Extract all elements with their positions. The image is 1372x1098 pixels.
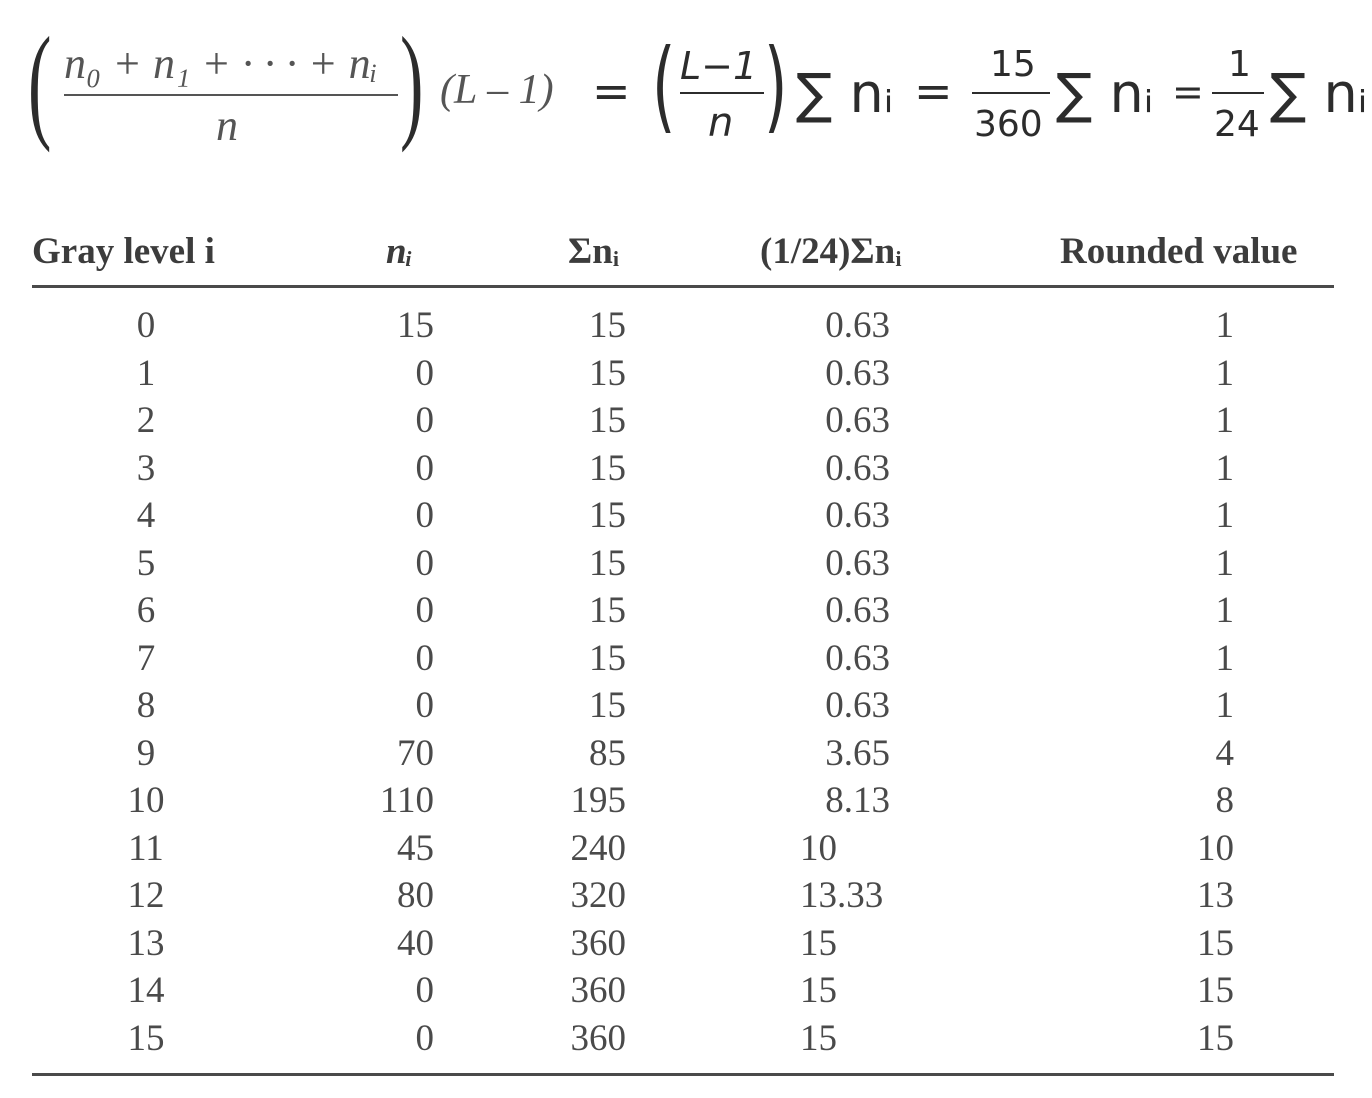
- table-row: [32, 635, 1334, 683]
- cell-rounded-value: 15: [1197, 922, 1234, 964]
- table-row: [32, 1015, 1334, 1063]
- lhs-denominator: n: [216, 101, 238, 150]
- cell-rounded-value: 8: [1215, 780, 1234, 821]
- cell-ni: 80: [397, 875, 434, 916]
- cell-sum-ni: 360: [570, 970, 626, 1011]
- cell-ni: 40: [397, 922, 434, 964]
- cell-gray-level: 5: [136, 542, 156, 584]
- mid-numerator: L−1: [680, 44, 758, 88]
- cell-ni: 0: [415, 590, 434, 631]
- cell-sum-ni: 360: [570, 922, 626, 964]
- histogram-equalization-table: [32, 222, 1334, 1059]
- equals-sign-1: =: [592, 64, 631, 118]
- cell-sum-ni: 240: [570, 827, 626, 869]
- cell-sum-ni: 15: [589, 352, 626, 394]
- table-row: [32, 397, 1334, 445]
- cell-rounded-value: 1: [1215, 590, 1234, 631]
- table-row: [32, 967, 1334, 1015]
- cell-sum-ni: 15: [589, 305, 626, 346]
- cell-scaled-sum: 15: [800, 1017, 837, 1059]
- cell-sum-ni: 15: [589, 685, 626, 726]
- table-row: [32, 682, 1334, 730]
- cell-sum-ni: 15: [589, 542, 626, 584]
- equalization-formula: [0, 0, 1372, 170]
- cell-sum-ni: 85: [589, 732, 626, 774]
- cell-ni: 0: [415, 352, 434, 394]
- cell-scaled-sum: 13.33: [800, 875, 884, 916]
- mid-right-paren: ): [764, 27, 788, 144]
- cell-rounded-value: 1: [1215, 400, 1234, 441]
- header-ni: nᵢ: [386, 231, 413, 272]
- header-rule: [32, 285, 1334, 288]
- table-header: [32, 222, 1334, 282]
- cell-gray-level: 14: [127, 970, 165, 1011]
- cell-gray-level: 13: [127, 922, 165, 964]
- cell-sum-ni: 320: [570, 875, 626, 916]
- table-row: [32, 445, 1334, 493]
- cell-gray-level: 1: [136, 352, 156, 394]
- cell-gray-level: 8: [136, 685, 156, 726]
- equals-sign-3: =: [1172, 70, 1204, 114]
- cell-rounded-value: 1: [1215, 542, 1234, 584]
- cell-scaled-sum: 0.63: [825, 685, 890, 726]
- cell-scaled-sum: 3.65: [825, 732, 890, 774]
- cell-gray-level: 0: [136, 305, 156, 346]
- cell-scaled-sum: 0.63: [825, 352, 890, 394]
- cell-rounded-value: 10: [1197, 827, 1234, 869]
- cell-gray-level: 11: [128, 827, 164, 869]
- cell-gray-level: 12: [127, 875, 165, 916]
- cell-sum-ni: 15: [589, 447, 626, 489]
- cell-sum-ni: 15: [589, 590, 626, 631]
- sum-term-1: ∑ nᵢ: [796, 62, 894, 125]
- cell-sum-ni: 15: [589, 637, 626, 679]
- frac2-bar: [972, 92, 1050, 94]
- bottom-rule: [32, 1073, 1334, 1076]
- table-row: [32, 777, 1334, 825]
- cell-gray-level: 3: [136, 447, 156, 489]
- table-row: [32, 920, 1334, 968]
- table-row: [32, 302, 1334, 350]
- frac2-denominator: 360: [974, 104, 1043, 145]
- cell-scaled-sum: 0.63: [825, 637, 890, 679]
- cell-rounded-value: 15: [1197, 1017, 1234, 1059]
- table-row: [32, 350, 1334, 398]
- cell-scaled-sum: 15: [800, 922, 837, 964]
- header-rounded-value: Rounded value: [1060, 231, 1298, 272]
- cell-sum-ni: 360: [570, 1017, 626, 1059]
- frac3-denominator: 24: [1214, 104, 1260, 145]
- table-row: [32, 872, 1334, 920]
- cell-rounded-value: 15: [1197, 970, 1234, 1011]
- table-body: [32, 302, 1334, 1062]
- cell-ni: 0: [415, 970, 434, 1011]
- cell-rounded-value: 1: [1215, 305, 1234, 346]
- cell-ni: 110: [379, 780, 434, 821]
- cell-sum-ni: 15: [589, 495, 626, 536]
- cell-rounded-value: 1: [1215, 352, 1234, 394]
- lhs-numerator: n₀ + n₁ + · · · + nᵢ: [64, 39, 378, 88]
- table-row: [32, 587, 1334, 635]
- cell-scaled-sum: 0.63: [825, 495, 890, 536]
- mid-fraction-bar: [680, 92, 764, 94]
- cell-scaled-sum: 0.63: [825, 447, 890, 489]
- table-row: [32, 825, 1334, 873]
- cell-rounded-value: 1: [1215, 495, 1234, 536]
- cell-ni: 0: [415, 637, 434, 679]
- cell-gray-level: 6: [136, 590, 156, 631]
- cell-rounded-value: 1: [1215, 685, 1234, 726]
- cell-ni: 15: [397, 305, 434, 346]
- cell-sum-ni: 15: [589, 400, 626, 441]
- mid-denominator: n: [708, 100, 734, 146]
- cell-ni: 70: [397, 732, 434, 774]
- cell-scaled-sum: 10: [800, 827, 837, 869]
- lhs-factor: (L – 1): [440, 67, 554, 113]
- cell-ni: 45: [397, 827, 434, 869]
- cell-scaled-sum: 0.63: [825, 305, 890, 346]
- table-row: [32, 540, 1334, 588]
- table-row: [32, 730, 1334, 778]
- cell-ni: 0: [415, 1017, 434, 1059]
- cell-scaled-sum: 0.63: [825, 542, 890, 584]
- cell-rounded-value: 1: [1215, 637, 1234, 679]
- cell-scaled-sum: 0.63: [825, 400, 890, 441]
- left-paren: (: [28, 11, 52, 153]
- header-gray-level: Gray level i: [32, 231, 215, 272]
- cell-sum-ni: 195: [570, 780, 626, 821]
- cell-gray-level: 15: [127, 1017, 165, 1059]
- cell-gray-level: 9: [136, 732, 156, 774]
- lhs-fraction-bar: [64, 94, 398, 96]
- sum-term-3: ∑ nᵢ: [1270, 62, 1368, 125]
- cell-gray-level: 7: [136, 637, 156, 679]
- right-paren: ): [400, 11, 424, 153]
- cell-ni: 0: [415, 685, 434, 726]
- cell-ni: 0: [415, 542, 434, 584]
- cell-scaled-sum: 8.13: [825, 780, 890, 821]
- cell-scaled-sum: 15: [800, 970, 837, 1011]
- frac2-numerator: 15: [990, 44, 1036, 85]
- frac3-numerator: 1: [1228, 44, 1251, 85]
- equals-sign-2: =: [914, 64, 953, 118]
- cell-ni: 0: [415, 400, 434, 441]
- cell-rounded-value: 13: [1197, 875, 1234, 916]
- cell-rounded-value: 4: [1215, 732, 1234, 774]
- header-scaled-sum: (1/24)Σnᵢ: [760, 231, 902, 272]
- cell-ni: 0: [415, 495, 434, 536]
- cell-gray-level: 2: [136, 400, 156, 441]
- cell-scaled-sum: 0.63: [825, 590, 890, 631]
- header-sum-ni: Σnᵢ: [568, 231, 620, 272]
- mid-left-paren: (: [652, 27, 676, 144]
- sum-term-2: ∑ nᵢ: [1056, 62, 1154, 125]
- cell-rounded-value: 1: [1215, 447, 1234, 489]
- cell-gray-level: 10: [127, 780, 165, 821]
- table-row: [32, 492, 1334, 540]
- frac3-bar: [1212, 92, 1264, 94]
- cell-ni: 0: [415, 447, 434, 489]
- cell-gray-level: 4: [136, 495, 156, 536]
